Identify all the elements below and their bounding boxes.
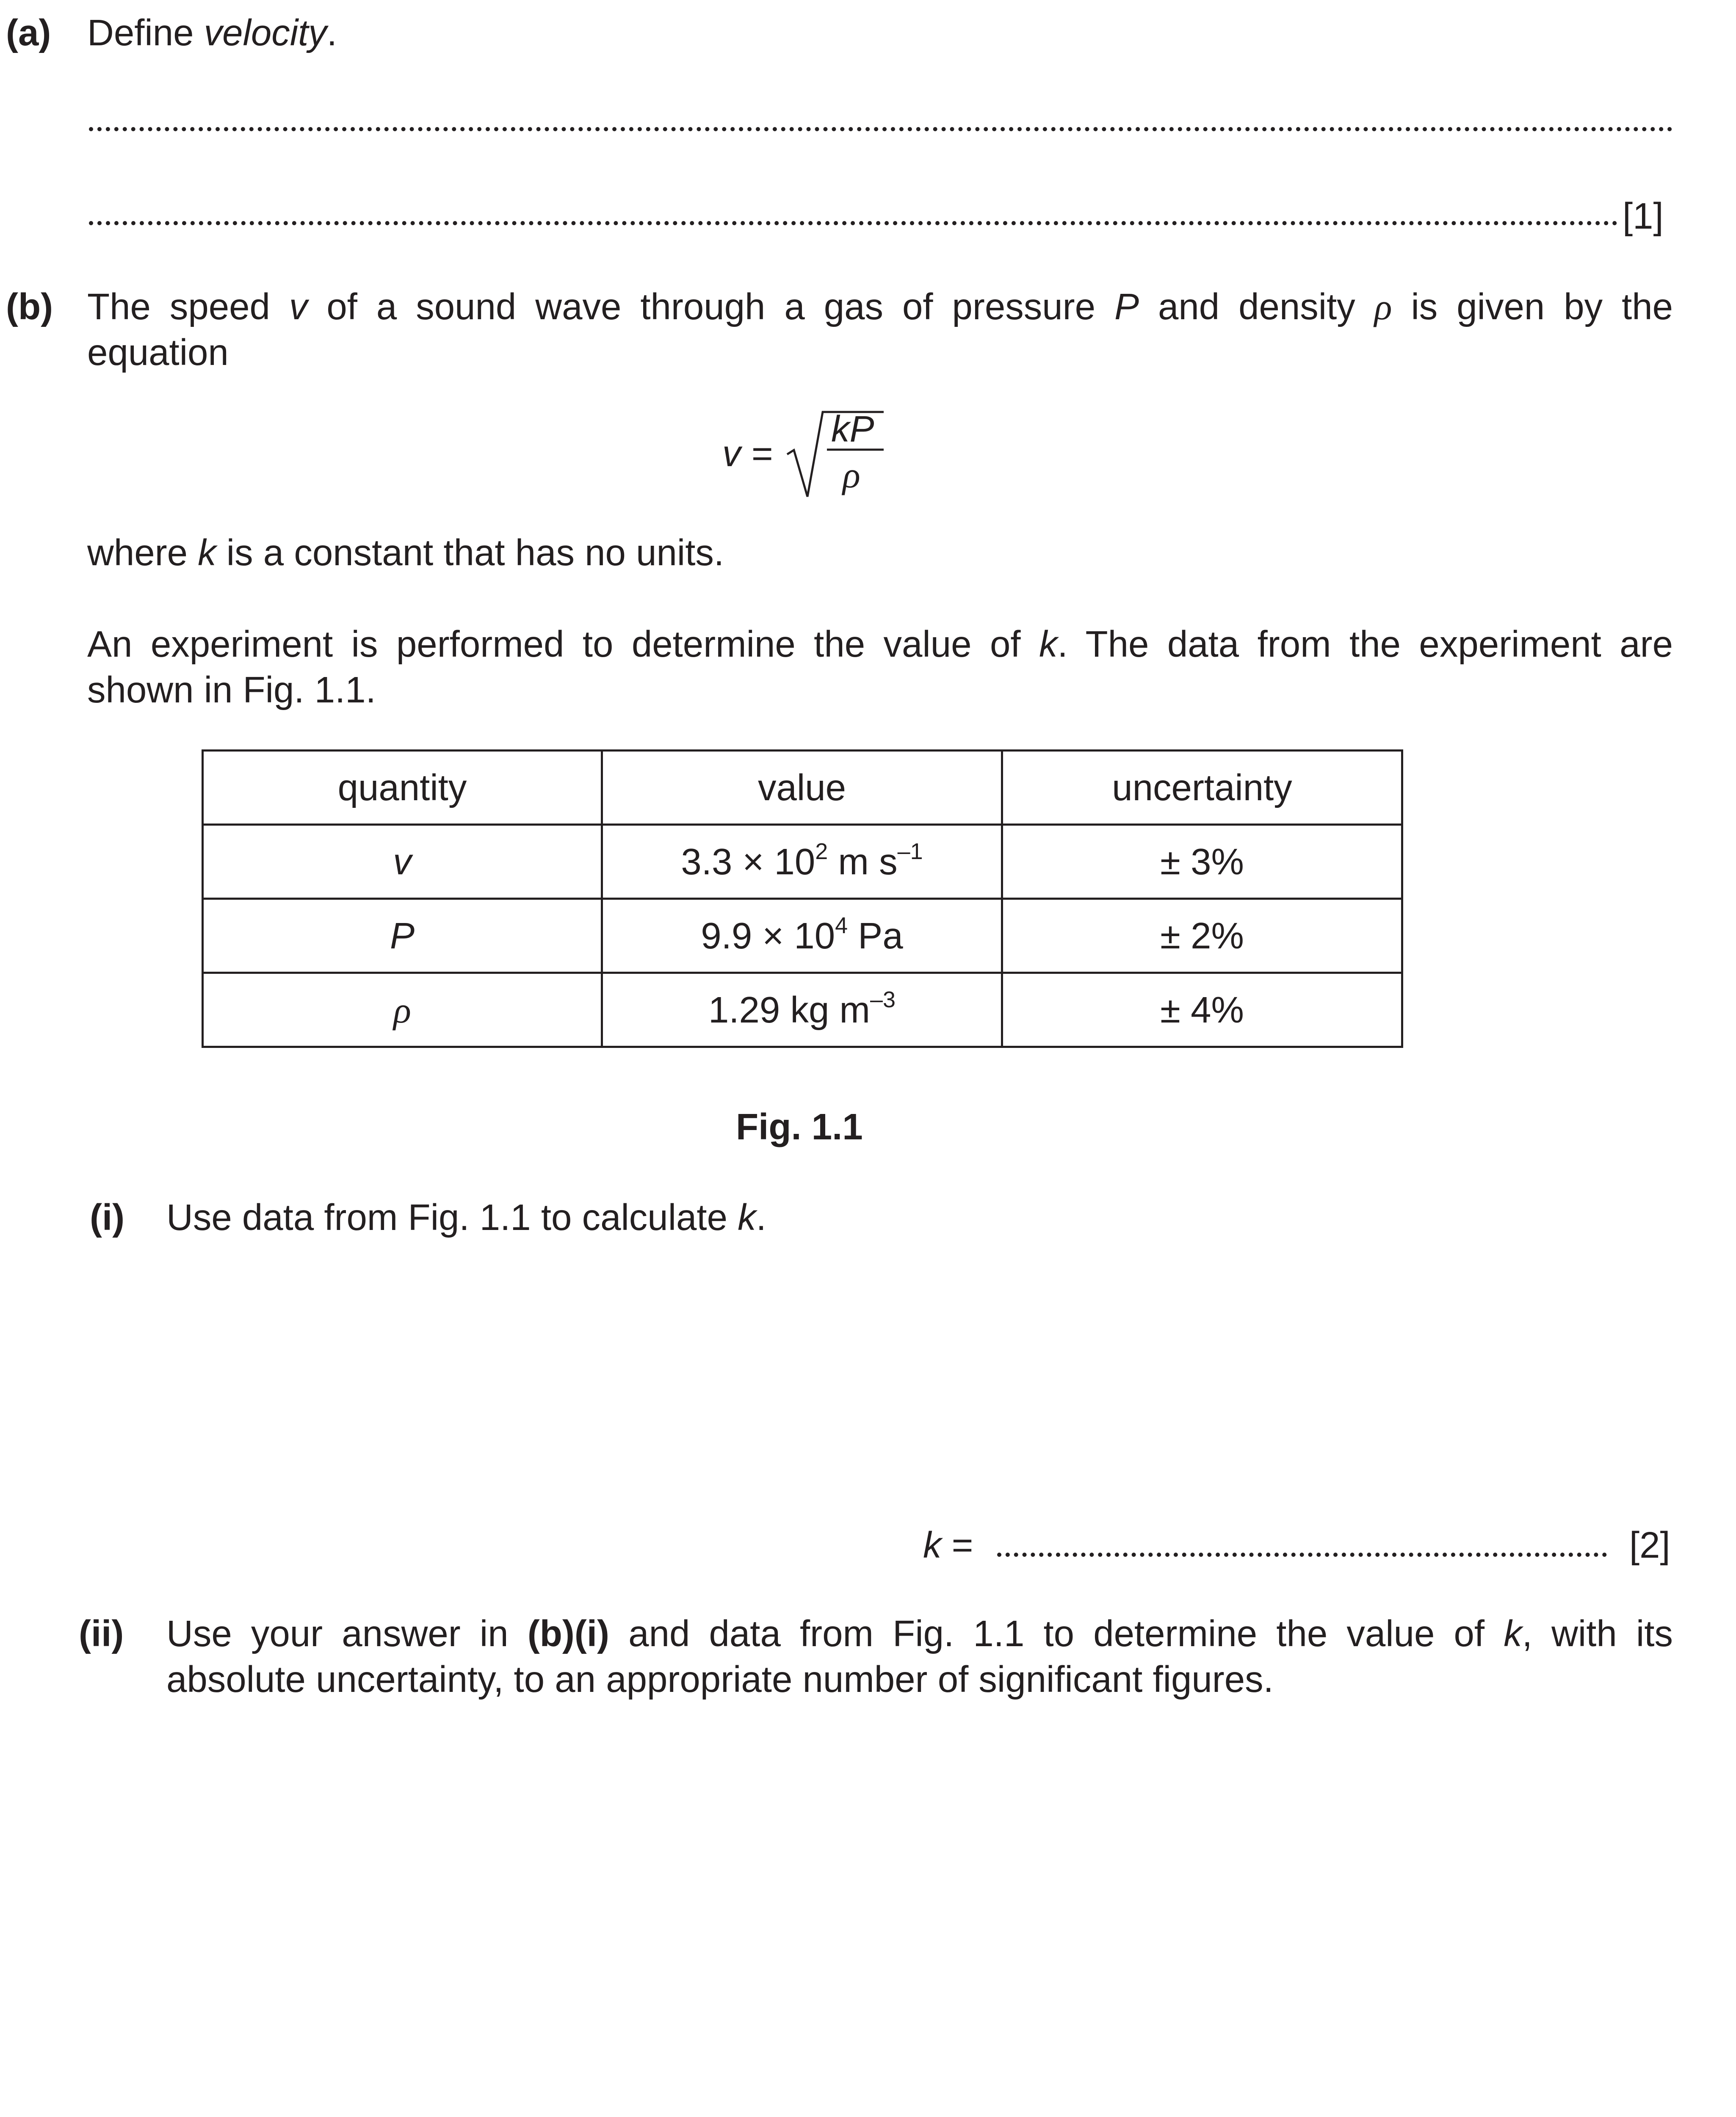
part-a-marks: [1] [1623, 196, 1664, 237]
unit-exponent: –1 [897, 839, 923, 865]
equation-lhs: v = [722, 433, 773, 474]
part-b-intro-line2: equation [87, 332, 229, 373]
table-row [203, 825, 1402, 899]
answer-k: k [923, 1525, 942, 1566]
uncertainty-cell: ± 2% [1002, 899, 1402, 973]
part-a-prompt-text: Define [87, 12, 204, 53]
experiment-line1 [87, 626, 1673, 663]
answer-line-a1[interactable] [89, 127, 1672, 131]
value-base: 9.9 × 10 [701, 915, 835, 956]
part-i-answer-prefix [923, 1527, 973, 1564]
table-row [203, 973, 1402, 1047]
symbol-k-2: k [1039, 624, 1058, 665]
part-ii-text-1: Use your answer in [166, 1613, 528, 1654]
answer-line-a2[interactable] [89, 221, 1617, 225]
uncertainty-cell: ± 3% [1002, 825, 1402, 899]
part-i-text: Use data from Fig. 1.1 to calculate [166, 1197, 738, 1238]
symbol-k: k [198, 532, 216, 573]
value-cell [602, 825, 1002, 899]
part-ii-ref: (b)(i) [527, 1613, 610, 1654]
quantity-cell: P [203, 899, 602, 973]
experiment-line2: shown in Fig. 1.1. [87, 669, 376, 710]
value-base: 1.29 kg m [708, 989, 871, 1031]
header-value: value [602, 751, 1002, 825]
part-a-prompt-end: . [326, 12, 337, 53]
intro-text-2: of a sound wave through a gas of pressure [307, 286, 1114, 327]
part-ii-text-3: , with its [1522, 1613, 1673, 1654]
experiment-text-1: An experiment is performed to determine the value of [87, 624, 1039, 665]
symbol-P: P [1114, 286, 1139, 327]
part-b-label: (b) [6, 286, 53, 327]
intro-text-4: is given by the [1392, 286, 1673, 327]
part-i-label: (i) [90, 1197, 125, 1238]
part-a-term: velocity [204, 12, 327, 53]
value-base: 3.3 × 10 [681, 841, 815, 882]
part-ii-text-2: and data from Fig. 1.1 to determine the value of [609, 1613, 1504, 1654]
part-i-marks: [2] [1629, 1525, 1670, 1566]
uncertainty-cell: ± 4% [1002, 973, 1402, 1047]
answer-line-i[interactable] [997, 1553, 1607, 1557]
answer-equals: = [941, 1525, 973, 1566]
value-cell [602, 899, 1002, 973]
value-exponent: 2 [815, 839, 828, 865]
header-uncertainty: uncertainty [1002, 751, 1402, 825]
part-a-label: (a) [6, 12, 51, 53]
part-ii-line1 [166, 1615, 1673, 1652]
figure-caption: Fig. 1.1 [736, 1106, 863, 1147]
value-unit: m s [828, 841, 898, 882]
where-text-2: is a constant that has no units. [216, 532, 724, 573]
equation-denominator: ρ [843, 454, 860, 495]
header-quantity: quantity [203, 751, 602, 825]
quantity-cell: v [203, 825, 602, 899]
symbol-v: v [289, 286, 308, 327]
symbol-rho: ρ [1374, 286, 1392, 327]
experiment-text-2: . The data from the experiment are [1057, 624, 1673, 665]
part-b-intro-line1 [87, 288, 1673, 325]
part-i-text-end: . [756, 1197, 766, 1238]
where-line [87, 534, 724, 571]
equation-numerator: kP [831, 409, 874, 450]
intro-text-1: The speed [87, 286, 289, 327]
value-exponent: 4 [835, 913, 848, 939]
table-header-row [203, 751, 1402, 825]
part-i-prompt [166, 1199, 766, 1236]
part-ii-line2: absolute uncertainty, to an appropriate number of significant figures. [166, 1659, 1274, 1700]
data-table [202, 749, 1403, 1048]
where-text-1: where [87, 532, 198, 573]
value-exponent: –3 [870, 987, 896, 1013]
part-a-prompt [87, 14, 337, 51]
quantity-cell: ρ [203, 973, 602, 1047]
intro-text-3: and density [1139, 286, 1374, 327]
symbol-k-3: k [738, 1197, 756, 1238]
value-unit: Pa [848, 915, 903, 956]
value-cell [602, 973, 1002, 1047]
symbol-k-4: k [1504, 1613, 1522, 1654]
part-ii-label: (ii) [79, 1613, 124, 1654]
table-row [203, 899, 1402, 973]
